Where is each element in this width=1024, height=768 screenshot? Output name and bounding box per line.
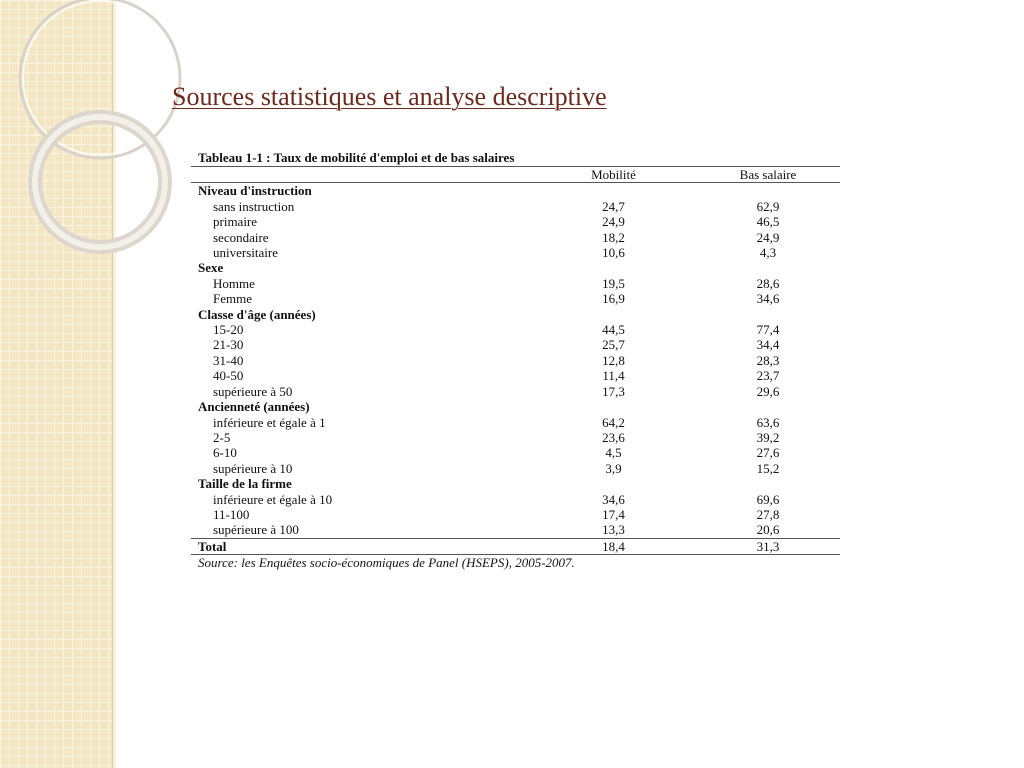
total-label: Total: [191, 538, 531, 554]
cell-mobilite: 23,6: [602, 429, 625, 445]
column-header-label: [191, 167, 531, 183]
table-row: [191, 291, 840, 306]
cell-bas-salaire: 46,5: [756, 214, 780, 230]
decorative-rings: [0, 0, 200, 260]
cell-mobilite: 10,6: [602, 245, 625, 261]
cell-bas-salaire: 63,6: [756, 414, 780, 430]
row-label: inférieure et égale à 1: [213, 414, 326, 430]
cell-mobilite: 17,3: [602, 383, 625, 399]
table-body: [191, 183, 840, 555]
cell-mobilite: 16,9: [602, 291, 625, 307]
cell-mobilite: 64,2: [602, 414, 625, 430]
table-row: [191, 384, 840, 399]
cell-mobilite: 17,4: [602, 506, 625, 522]
cell-bas-salaire: 29,6: [756, 383, 780, 399]
table-row: [191, 430, 840, 445]
cell-mobilite: 44,5: [602, 322, 625, 338]
row-label: 11-100: [213, 506, 250, 522]
row-label: 21-30: [213, 337, 244, 353]
cell-bas-salaire: 28,6: [756, 275, 780, 291]
table-row: [191, 368, 840, 383]
ring-large: [20, 0, 180, 158]
row-label: primaire: [213, 214, 258, 230]
cell-bas-salaire: 27,8: [756, 506, 780, 522]
table-header-row: [191, 167, 840, 183]
statistics-table-block: [191, 150, 840, 571]
row-label: 31-40: [213, 352, 244, 368]
cell-mobilite: 24,7: [602, 198, 625, 214]
table-group-row: [191, 307, 840, 322]
table-group-row: [191, 183, 840, 199]
cell-bas-salaire: 39,2: [756, 429, 780, 445]
column-header-bas-salaire: Bas salaire: [696, 167, 840, 183]
table-total-row: [191, 538, 840, 554]
table-row: [191, 492, 840, 507]
cell-bas-salaire: 15,2: [756, 460, 780, 476]
cell-mobilite: 12,8: [602, 352, 625, 368]
table-source-note: Source: les Enquêtes socio-économiques de Panel (HSEPS), 2005-2007.: [198, 555, 575, 571]
cell-bas-salaire: 34,4: [756, 337, 780, 353]
cell-bas-salaire: 27,6: [756, 445, 780, 461]
cell-mobilite: 18,2: [602, 229, 625, 245]
cell-bas-salaire: 23,7: [756, 368, 780, 384]
cell-bas-salaire: 24,9: [756, 229, 780, 245]
table-row: [191, 337, 840, 352]
table-row: [191, 214, 840, 229]
cell-mobilite: 34,6: [602, 491, 625, 507]
table-row: [191, 199, 840, 214]
ring-small-highlight: [35, 117, 165, 247]
cell-mobilite: 25,7: [602, 337, 625, 353]
table-row: [191, 522, 840, 538]
row-label: supérieure à 100: [213, 522, 299, 538]
table-row: [191, 276, 840, 291]
cell-mobilite: 13,3: [602, 522, 625, 538]
table-row: [191, 415, 840, 430]
row-label: supérieure à 10: [213, 460, 293, 476]
cell-bas-salaire: 4,3: [759, 245, 777, 261]
group-heading: Classe d'âge (années): [198, 306, 316, 322]
table-row: [191, 353, 840, 368]
group-heading: Ancienneté (années): [198, 399, 310, 415]
cell-bas-salaire: 77,4: [756, 322, 780, 338]
statistics-table: [191, 167, 840, 555]
row-label: inférieure et égale à 10: [213, 491, 333, 507]
cell-bas-salaire: 69,6: [756, 491, 780, 507]
slide-title: Sources statistiques et analyse descriptive: [172, 82, 607, 111]
total-mobilite: 18,4: [531, 538, 696, 554]
table-row: [191, 461, 840, 476]
table-row: [191, 245, 840, 260]
row-label: universitaire: [213, 245, 278, 261]
row-label: Homme: [213, 275, 255, 291]
cell-mobilite: 11,4: [602, 368, 625, 384]
cell-bas-salaire: 62,9: [756, 198, 780, 214]
table-group-row: [191, 260, 840, 275]
row-label: supérieure à 50: [213, 383, 293, 399]
cell-mobilite: 3,9: [605, 460, 622, 476]
cell-mobilite: 4,5: [605, 445, 622, 461]
cell-bas-salaire: 28,3: [756, 352, 780, 368]
cell-bas-salaire: 34,6: [756, 291, 780, 307]
row-label: 2-5: [213, 429, 231, 445]
table-row: [191, 230, 840, 245]
table-caption: Tableau 1-1 : Taux de mobilité d'emploi et de bas salaires: [191, 150, 840, 167]
table-row: [191, 322, 840, 337]
table-row: [191, 445, 840, 460]
row-label: 40-50: [213, 368, 244, 384]
row-label: secondaire: [213, 229, 269, 245]
cell-mobilite: 24,9: [602, 214, 625, 230]
table-group-row: [191, 399, 840, 414]
row-label: 6-10: [213, 445, 237, 461]
row-label: 15-20: [213, 322, 244, 338]
group-heading: Niveau d'instruction: [198, 183, 312, 199]
group-heading: Sexe: [198, 260, 224, 276]
row-label: sans instruction: [213, 198, 295, 214]
group-heading: Taille de la firme: [198, 476, 292, 492]
cell-bas-salaire: 20,6: [756, 522, 780, 538]
row-label: Femme: [213, 291, 252, 307]
cell-mobilite: 19,5: [602, 275, 625, 291]
column-header-mobilite: Mobilité: [531, 167, 696, 183]
total-bas-salaire: 31,3: [696, 538, 840, 554]
ring-large-highlight: [23, 1, 177, 155]
table-group-row: [191, 476, 840, 491]
table-row: [191, 507, 840, 522]
